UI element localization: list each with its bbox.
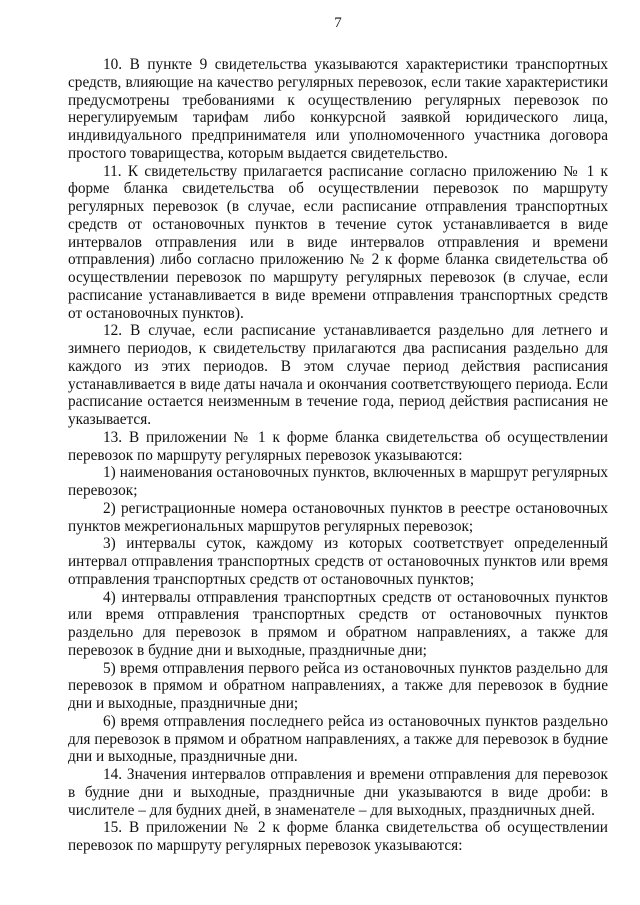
page-number: 7 [334,15,342,31]
list-item-4: 4) интервалы отправления транспортных средств от остановочных пунктов или время отправления транспортных средств от остановочных пунктов раздельно для перевозок в прямом и обратном направлениях, а также для перевозок в будние дни и выходные, праздничные дни; [68,588,608,659]
list-item-3: 3) интервалы суток, каждому из которых соответствует определенный интервал отправления транспортных средств от остановочных пунктов или время отправления транспортных средств от остановочных пунктов; [68,535,608,588]
paragraph-12: 12. В случае, если расписание устанавливается раздельно для летнего и зимнего периодов, к свидетельству прилагаются два расписания раздельно для каждого из этих периодов. В этом случае период действия расписания устанавливается в виде даты начала и окончания соответствующего периода. Если расписание остается неизменным в течение года, период действия расписания не указывается. [68,322,608,428]
list-item-5: 5) время отправления первого рейса из остановочных пунктов раздельно для перевозок в прямом и обратном направлениях, а также для перевозок в будние дни и выходные, праздничные дни; [68,659,608,712]
paragraph-11: 11. К свидетельству прилагается расписание согласно приложению № 1 к форме бланка свидетельства об осуществлении перевозок по маршруту регулярных перевозок (в случае, если расписание отправления транспортных средств от остановочных пунктов в течение суток устанавливается в виде интервалов отправления или в виде интервалов отправления и времени отправления) либо согласно приложению № 2 к форме бланка свидетельства об осуществлении перевозок по маршруту регулярных перевозок (в случае, если расписание устанавливается в виде времени отправления транспортных средств от остановочных пунктов). [68,162,608,322]
paragraph-14: 14. Значения интервалов отправления и времени отправления для перевозок в будние дни и выходные, праздничные дни указываются в виде дроби: в числителе – для будних дней, в знаменателе – для выходных, праздничных дней. [68,766,608,819]
paragraph-13: 13. В приложении № 1 к форме бланка свидетельства об осуществлении перевозок по маршруту регулярных перевозок указываются: [68,428,608,464]
paragraph-10: 10. В пункте 9 свидетельства указываются характеристики транспортных средств, влияющие на качество регулярных перевозок, если такие характеристики предусмотрены требованиями к осуществлению регулярных перевозок по нерегулируемым тарифам либо конкурсной заявкой юридического лица, индивидуального предпринимателя или уполномоченного участника договора простого товарищества, которым выдается свидетельство. [68,56,608,162]
list-item-1: 1) наименования остановочных пунктов, включенных в маршрут регулярных перевозок; [68,464,608,499]
document-body [68,56,608,855]
paragraph-15: 15. В приложении № 2 к форме бланка свидетельства об осуществлении перевозок по маршруту регулярных перевозок указываются: [68,819,608,854]
list-item-2: 2) регистрационные номера остановочных пунктов в реестре остановочных пунктов межрегиональных маршрутов регулярных перевозок; [68,499,608,535]
list-item-6: 6) время отправления последнего рейса из остановочных пунктов раздельно для перевозок в прямом и обратном направлениях, а также для перевозок в будние дни и выходные, праздничные дни. [68,712,608,766]
